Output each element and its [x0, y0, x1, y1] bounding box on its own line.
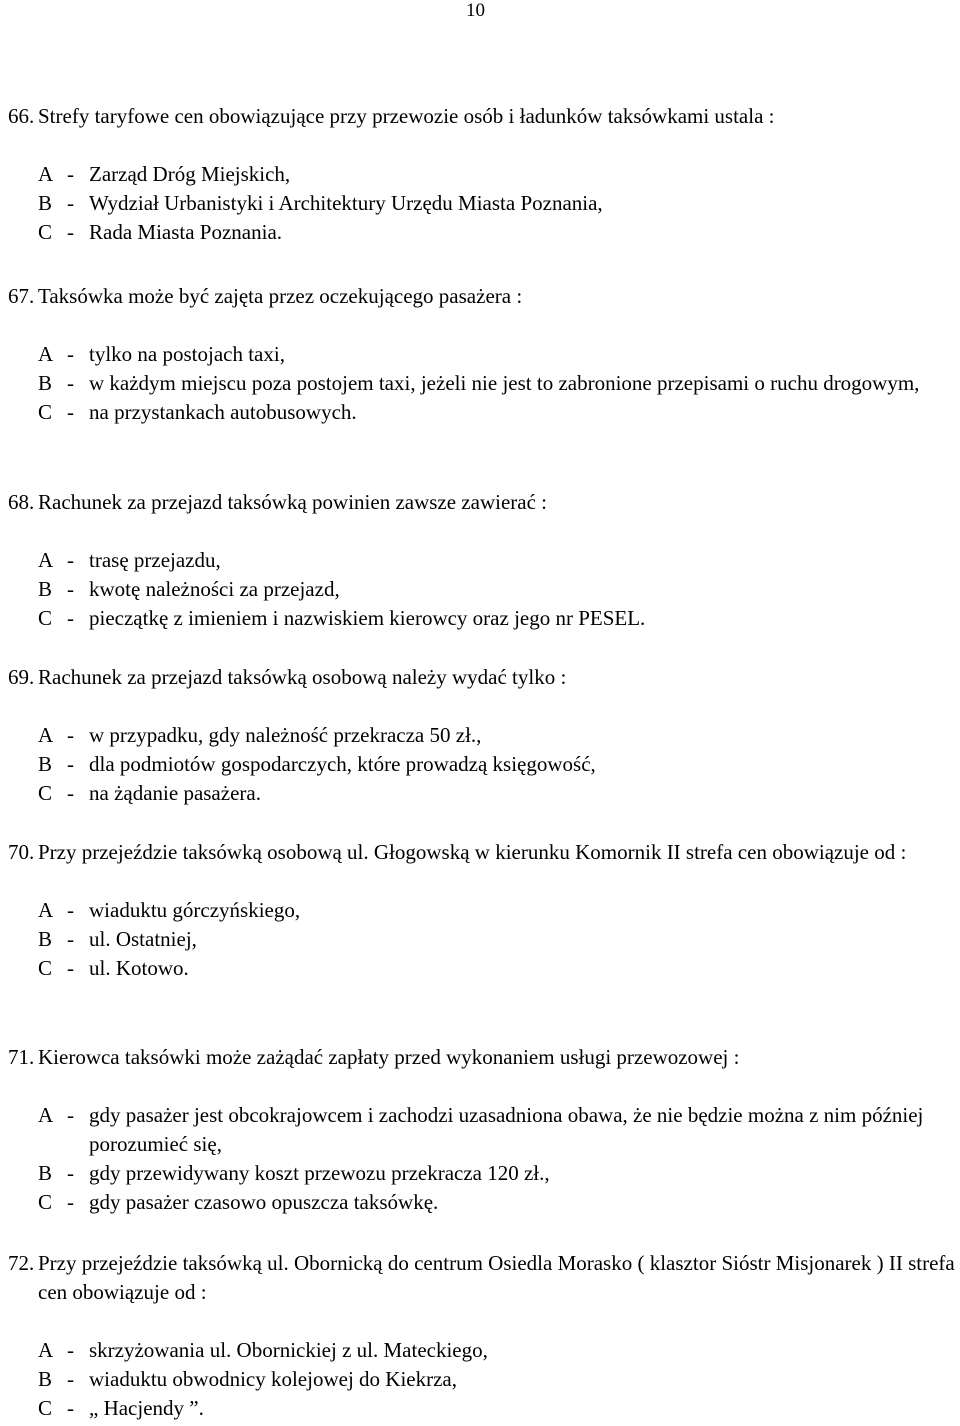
- answer-text: gdy pasażer jest obcokrajowcem i zachodzi uzasadniona obawa, że nie będzie można z nim później porozumieć się,: [89, 1103, 924, 1156]
- answer-dash: -: [67, 162, 74, 186]
- answer-option-b: [8, 369, 960, 398]
- answer-dash: -: [67, 1338, 74, 1362]
- question-text: Rachunek za przejazd taksówką powinien zawsze zawierać :: [38, 490, 547, 514]
- question-header: [8, 488, 960, 517]
- question-text: Rachunek za przejazd taksówką osobową należy wydać tylko :: [38, 665, 567, 689]
- question-number: 67.: [8, 284, 35, 308]
- question-header: [8, 663, 960, 692]
- answer-letter: A: [38, 1103, 54, 1127]
- answer-list: [8, 1101, 960, 1217]
- answer-letter: C: [38, 1190, 53, 1214]
- question-text: Przy przejeździe taksówką osobową ul. Głogowską w kierunku Komornik II strefa cen obowiązuje od :: [38, 840, 907, 864]
- answer-list: [8, 1336, 960, 1423]
- answer-option-c: [8, 604, 960, 633]
- answer-text: „ Hacjendy ”.: [89, 1396, 204, 1420]
- question-header: [8, 282, 960, 311]
- answer-dash: -: [67, 898, 74, 922]
- answer-text: pieczątkę z imieniem i nazwiskiem kierowcy oraz jego nr PESEL.: [89, 606, 646, 630]
- answer-letter: C: [38, 606, 53, 630]
- answer-text: Wydział Urbanistyki i Architektury Urzędu Miasta Poznania,: [89, 191, 603, 215]
- answer-text: w każdym miejscu poza postojem taxi, jeżeli nie jest to zabronione przepisami o ruchu drogowym,: [89, 371, 920, 395]
- answer-text: na żądanie pasażera.: [89, 781, 261, 805]
- answer-letter: C: [38, 781, 53, 805]
- answer-dash: -: [67, 577, 74, 601]
- answer-option-b: [8, 1365, 960, 1394]
- answer-option-b: [8, 575, 960, 604]
- answer-option-b: [8, 750, 960, 779]
- answer-dash: -: [67, 723, 74, 747]
- answer-letter: B: [38, 752, 53, 776]
- question-text: Strefy taryfowe cen obowiązujące przy przewozie osób i ładunków taksówkami ustala :: [38, 104, 775, 128]
- answer-dash: -: [67, 1190, 74, 1214]
- answer-list: [8, 721, 960, 808]
- answer-option-a: [8, 340, 960, 369]
- answer-letter: C: [38, 956, 53, 980]
- answer-letter: B: [38, 1161, 53, 1185]
- question-number: 72.: [8, 1251, 35, 1275]
- answer-dash: -: [67, 606, 74, 630]
- answer-option-b: [8, 925, 960, 954]
- answer-dash: -: [67, 191, 74, 215]
- question-number: 69.: [8, 665, 35, 689]
- question-header: [8, 1043, 960, 1072]
- answer-letter: A: [38, 1338, 54, 1362]
- answer-list: [8, 896, 960, 983]
- answer-dash: -: [67, 781, 74, 805]
- question-header: [8, 1249, 960, 1307]
- answer-letter: B: [38, 927, 53, 951]
- answer-text: tylko na postojach taxi,: [89, 342, 285, 366]
- answer-dash: -: [67, 927, 74, 951]
- answer-text: gdy przewidywany koszt przewozu przekracza 120 zł.,: [89, 1161, 550, 1185]
- answer-dash: -: [67, 752, 74, 776]
- answer-option-c: [8, 779, 960, 808]
- answer-dash: -: [67, 1103, 74, 1127]
- answer-option-b: [8, 1159, 960, 1188]
- answer-letter: B: [38, 1367, 53, 1391]
- answer-dash: -: [67, 220, 74, 244]
- answer-option-a: [8, 896, 960, 925]
- answer-text: dla podmiotów gospodarczych, które prowadzą księgowość,: [89, 752, 596, 776]
- answer-letter: B: [38, 191, 53, 215]
- answer-option-c: [8, 398, 960, 427]
- answer-letter: A: [38, 342, 54, 366]
- answer-option-a: [8, 721, 960, 750]
- answer-dash: -: [67, 956, 74, 980]
- answer-text: kwotę należności za przejazd,: [89, 577, 340, 601]
- answer-letter: C: [38, 220, 53, 244]
- question-header: [8, 102, 960, 131]
- answer-text: na przystankach autobusowych.: [89, 400, 357, 424]
- question-text: Kierowca taksówki może zażądać zapłaty przed wykonaniem usługi przewozowej :: [38, 1045, 740, 1069]
- answer-letter: C: [38, 1396, 53, 1420]
- answer-dash: -: [67, 371, 74, 395]
- answer-dash: -: [67, 548, 74, 572]
- answer-letter: A: [38, 162, 54, 186]
- answer-text: w przypadku, gdy należność przekracza 50 zł.,: [89, 723, 482, 747]
- answer-dash: -: [67, 1396, 74, 1420]
- answer-option-c: [8, 218, 960, 247]
- answer-text: trasę przejazdu,: [89, 548, 221, 572]
- question-number: 71.: [8, 1045, 35, 1069]
- answer-dash: -: [67, 342, 74, 366]
- question-71: [8, 1043, 960, 1217]
- question-68: [8, 488, 960, 633]
- answer-letter: A: [38, 723, 54, 747]
- question-header: [8, 838, 960, 867]
- answer-dash: -: [67, 400, 74, 424]
- answer-option-c: [8, 1394, 960, 1423]
- answer-list: [8, 160, 960, 247]
- answer-letter: A: [38, 898, 54, 922]
- answer-option-a: [8, 1336, 960, 1365]
- question-72: [8, 1249, 960, 1423]
- question-70: [8, 838, 960, 983]
- question-text: Taksówka może być zajęta przez oczekującego pasażera :: [38, 284, 523, 308]
- answer-text: gdy pasażer czasowo opuszcza taksówkę.: [89, 1190, 439, 1214]
- answer-list: [8, 546, 960, 633]
- answer-option-c: [8, 954, 960, 983]
- answer-dash: -: [67, 1161, 74, 1185]
- answer-letter: A: [38, 548, 54, 572]
- page-number: 10: [466, 0, 485, 21]
- question-number: 66.: [8, 104, 35, 128]
- answer-text: wiaduktu obwodnicy kolejowej do Kiekrza,: [89, 1367, 457, 1391]
- answer-text: ul. Kotowo.: [89, 956, 189, 980]
- question-number: 68.: [8, 490, 35, 514]
- answer-text: Zarząd Dróg Miejskich,: [89, 162, 291, 186]
- question-66: [8, 102, 960, 247]
- question-69: [8, 663, 960, 808]
- question-number: 70.: [8, 840, 35, 864]
- answer-text: ul. Ostatniej,: [89, 927, 197, 951]
- answer-option-a: [8, 1101, 960, 1159]
- answer-letter: B: [38, 577, 53, 601]
- question-text: Przy przejeździe taksówką ul. Obornicką do centrum Osiedla Morasko ( klasztor Sióstr Misjonarek ) II strefa cen obowiązuje od :: [38, 1251, 955, 1304]
- answer-option-b: [8, 189, 960, 218]
- answer-letter: B: [38, 371, 53, 395]
- answer-text: skrzyżowania ul. Obornickiej z ul. Mateckiego,: [89, 1338, 488, 1362]
- answer-dash: -: [67, 1367, 74, 1391]
- answer-list: [8, 340, 960, 427]
- answer-option-a: [8, 546, 960, 575]
- answer-text: wiaduktu górczyńskiego,: [89, 898, 301, 922]
- answer-option-a: [8, 160, 960, 189]
- answer-text: Rada Miasta Poznania.: [89, 220, 283, 244]
- answer-option-c: [8, 1188, 960, 1217]
- answer-letter: C: [38, 400, 53, 424]
- question-67: [8, 282, 960, 427]
